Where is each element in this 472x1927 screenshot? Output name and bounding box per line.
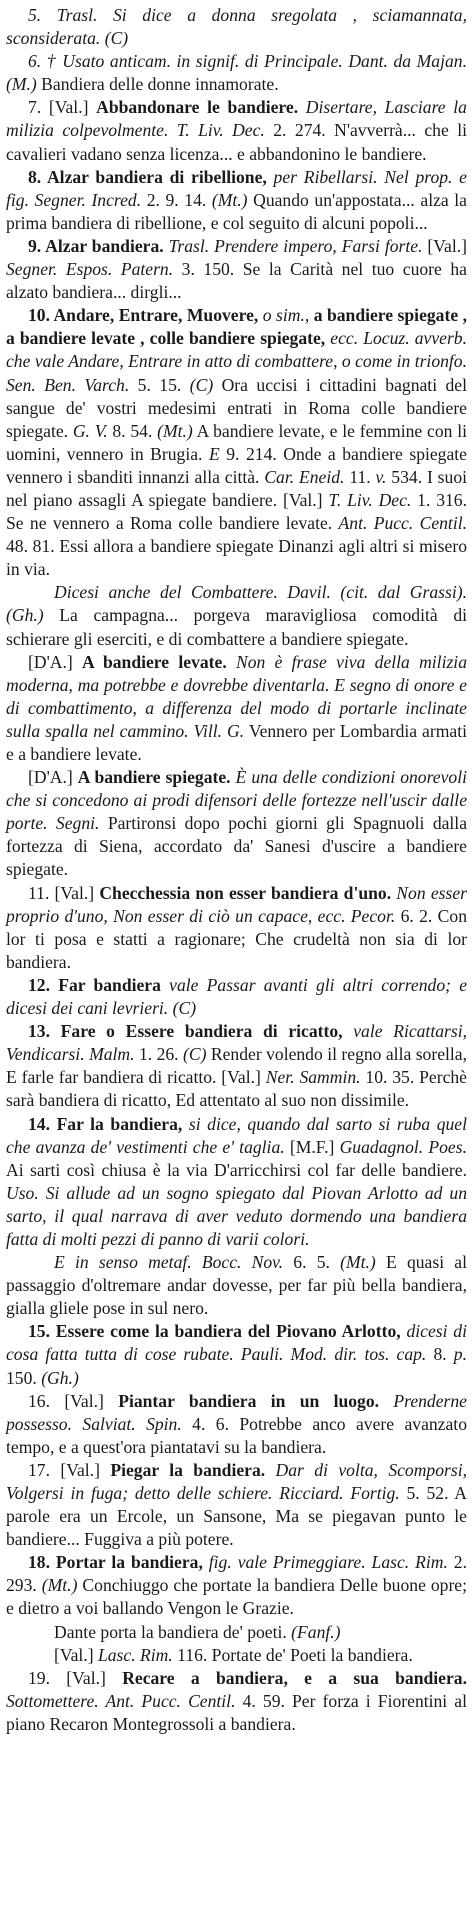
body-text: 116. Portate de' Poeti la bandiera. xyxy=(172,1644,413,1665)
italic-text: Lasc. Rim. xyxy=(97,1644,173,1665)
body-text: 11. xyxy=(344,466,376,487)
dictionary-entry-e15 xyxy=(6,1320,467,1389)
italic-text: Dicesi anche del Combattere. Davil. (cit. dal Grassi). (Gh.) xyxy=(6,582,467,626)
body-text: 16. [Val.] xyxy=(28,1390,119,1411)
italic-text: Ner. Sammin. xyxy=(265,1067,361,1088)
italic-text: per Ribellarsi. Nel prop. e fig. Segner. Incred. xyxy=(6,166,467,210)
dictionary-entry-e5 xyxy=(6,4,467,50)
headword: Piantar bandiera in un luogo. xyxy=(118,1390,380,1411)
italic-text: Prenderne possesso. Salviat. Spin. xyxy=(6,1390,467,1434)
headword: 18. Portar la bandiera, xyxy=(28,1552,203,1573)
body-text: [M.F.] xyxy=(284,1136,340,1157)
body-text: 4. 6. Potrebbe anco avere avanzato tempo, e a quest'ora piantatavi su la bandiera. xyxy=(6,1413,467,1457)
body-text: 6. 5. xyxy=(283,1252,341,1273)
body-text: [Val.] xyxy=(54,1644,98,1665)
dictionary-entry-e18c xyxy=(6,1644,467,1667)
headword: A bandiere levate. xyxy=(81,651,227,672)
italic-text: Non è frase viva della milizia moderna, ma potrebbe e dovrebbe diventarla. E segno di onore e di combattimento, a differenza del modo di portarle inclinate sulla spalla nel cammino. Vill. G. xyxy=(6,651,467,741)
italic-text: Dar di volta, Scomporsi, Volgersi in fuga; detto delle schiere. Ricciard. Fortig. xyxy=(6,1459,467,1503)
italic-text: E xyxy=(208,443,220,464)
italic-text: 6. † Usato anticam. in signif. di Principale. Dant. da Majan. (M.) xyxy=(6,51,467,95)
italic-text: (C) xyxy=(183,1044,207,1065)
body-text: Quando un'appostata... alza la prima bandiera di ribellione, e col seguito di alcuni popoli... xyxy=(6,189,467,233)
italic-text: (Mt.) xyxy=(340,1252,376,1273)
dictionary-entry-e18 xyxy=(6,1551,467,1620)
body-text: 6. 2. Con lor ti posa e statti a ragionare; Che crudeltà non sia di lor bandiera. xyxy=(6,905,467,972)
dictionary-entry-e10c xyxy=(6,651,467,766)
body-text: 2. 9. 14. xyxy=(141,189,212,210)
dictionary-entry-e14b xyxy=(6,1251,467,1320)
italic-text: È una delle condizioni onorevoli che si concedono ai prodi difensori delle fortezze nell'uscir dalle porte. Segni. xyxy=(6,767,467,834)
headword: 13. Fare o Essere bandiera di ricatto, xyxy=(28,1021,343,1042)
body-text: 19. [Val.] xyxy=(28,1667,123,1688)
body-text: 1. 26. xyxy=(134,1044,183,1065)
body-text: 534. I suoi nel piano assagli A spiegate bandiere. [Val.] xyxy=(6,466,468,510)
headword: A bandiere spiegate. xyxy=(77,767,231,788)
dictionary-entry-e13 xyxy=(6,1020,467,1112)
body-text: Ai sarti così chiusa è la via D'arricchirsi col far delle bandiere. xyxy=(6,1159,467,1180)
italic-text: T. Liv. Dec. xyxy=(328,489,412,510)
headword: 15. Essere come la bandiera del Piovano Arlotto, xyxy=(28,1321,401,1342)
headword: Checchessia non esser bandiera d'uno. xyxy=(99,882,392,903)
body-text: 2. 293. xyxy=(6,1552,467,1596)
body-text: [D'A.] xyxy=(28,767,78,788)
body-text: Ora uccisi i cittadini bagnati del sangue de' vostri medesimi entrati in Roma colle bandiere spiegate. xyxy=(6,374,468,441)
italic-text: (Gh.) xyxy=(41,1367,79,1388)
italic-text: Sottomettere. Ant. Pucc. Centil. xyxy=(6,1690,236,1711)
body-text: 2. 274. N'avverrà... che li cavalieri vadano senza licenza... e abbandonino le bandiere. xyxy=(6,120,467,164)
italic-text: E in senso metaf. Bocc. Nov. xyxy=(54,1252,284,1273)
dictionary-entry-e8 xyxy=(6,166,467,235)
italic-text: (Mt.) xyxy=(157,420,193,441)
dictionary-entry-e10d xyxy=(6,766,467,881)
italic-text: (Mt.) xyxy=(41,1575,78,1596)
body-text: 17. [Val.] xyxy=(28,1459,111,1480)
headword: 14. Far la bandiera, xyxy=(28,1113,183,1134)
italic-text: (C) xyxy=(189,374,214,395)
body-text: Render volendo il regno alla sorella, E farle far bandiera di ricatto. [Val.] xyxy=(6,1044,467,1088)
body-text: 8. xyxy=(426,1344,454,1365)
italic-text: Segner. Espos. Patern. xyxy=(6,259,174,280)
body-text: 11. [Val.] xyxy=(28,882,100,903)
headword: 8. Alzar bandiera di ribellione, xyxy=(28,166,267,187)
dictionary-entry-e12 xyxy=(6,974,467,1020)
headword: 12. Far bandiera xyxy=(28,974,161,995)
italic-text: p. xyxy=(453,1344,467,1365)
italic-text: 5. Trasl. Si dice a donna sregolata , sciamannata, sconsiderata. (C) xyxy=(6,5,467,49)
italic-text: Trasl. Prendere impero, Farsi forte. xyxy=(163,235,423,256)
body-text: 9. 214. Onde a bandiere spiegate vennero i sbanditi innanzi alla città. xyxy=(6,443,467,487)
dictionary-entry-e10 xyxy=(6,304,467,581)
italic-text: ecc. Locuz. avverb. che vale Andare, Entrare in atto di combattere, o come in trionfo. Sen. Ben. Varch. xyxy=(6,328,467,395)
body-text: [Val.] xyxy=(422,235,467,256)
body-text: 7. [Val.] xyxy=(28,97,97,118)
italic-text: dicesi di cosa fatta tutta di cose rubate. Pauli. Mod. dir. tos. cap. xyxy=(6,1321,467,1365)
dictionary-entry-e18b xyxy=(6,1621,467,1644)
headword: 9. Alzar bandiera. xyxy=(28,235,164,256)
italic-text: (Mt.) xyxy=(211,189,248,210)
dictionary-entry-e16 xyxy=(6,1390,467,1459)
body-text: Vennero per Lombardia armati e a bandiere levate. xyxy=(6,720,467,764)
italic-text: Uso. Si allude ad un sogno spiegato dal Piovan Arlotto ad un sarto, il qual narrava di aver veduto dormendo una bandiera fatta di molti pezzi di panno di varii colori. xyxy=(6,1182,467,1249)
body-text: 10. 35. Perchè sarà bandiera di ricatto, Ed attentato al suo non dissimile. xyxy=(6,1067,467,1111)
body-text: 8. 54. xyxy=(107,420,158,441)
body-text: 1. 316. Se ne vennero a Roma colle bandiere levate. xyxy=(6,489,467,534)
dictionary-entry-e9 xyxy=(6,235,467,304)
body-text: Conchiuggo che portate la bandiera Delle buone opre; e dietro a voi ballando Vengon le Grazie. xyxy=(6,1575,468,1619)
body-text: A bandiere levate, e le femmine con li uomini, vennero in Brugia. xyxy=(6,420,467,464)
italic-text: fig. vale Primeggiare. Lasc. Rim. xyxy=(202,1552,448,1573)
headword: Abbandonare le bandiere. xyxy=(96,97,299,118)
italic-text: Car. Eneid. xyxy=(264,466,345,487)
headword: a bandiere spiegate , a bandiere levate , colle bandiere spiegate, xyxy=(6,305,467,349)
body-text: Bandiera delle donne innamorate. xyxy=(36,74,279,95)
headword: Piegar la bandiera. xyxy=(110,1459,266,1480)
body-text: La campagna... porgeva maravigliosa comodità di schierare gli eserciti, e di combattere a bandiere spiegate. xyxy=(6,605,467,649)
body-text: 3. 150. Se la Carità nel tuo cuore ha alzato bandiera... dirgli... xyxy=(6,259,467,303)
dictionary-entry-e6 xyxy=(6,50,467,96)
body-text: E quasi al passaggio d'oltremare andar dovesse, per far più bella bandiera, gialla gliele pose in sul nero. xyxy=(6,1252,467,1319)
dictionary-entry-e19 xyxy=(6,1667,467,1736)
italic-text: si dice, quando dal sarto si ruba quel che avanza de' vestimenti che e' taglia. xyxy=(6,1113,467,1157)
italic-text: Ant. Pucc. Centil. xyxy=(338,513,467,534)
headword: 10. Andare, Entrare, Muovere, xyxy=(28,305,259,326)
dictionary-entry-e10b xyxy=(6,581,467,650)
italic-text: v. xyxy=(375,466,387,487)
italic-text: Disertare, Lasciare la milizia colpevolmente. T. Liv. Dec. xyxy=(6,97,467,141)
italic-text: G. V. xyxy=(72,420,108,441)
dictionary-entry-e14 xyxy=(6,1113,467,1252)
dictionary-entry-e11 xyxy=(6,882,467,974)
body-text: 5. 15. xyxy=(129,374,190,395)
italic-text: vale Ricattarsi, Vendicarsi. Malm. xyxy=(6,1021,467,1065)
body-text: 4. 59. Per forza i Fiorentini al piano Recaron Montegrossoli a bandiera. xyxy=(6,1690,468,1734)
body-text: Partironsi dopo pochi giorni gli Spagnuoli dalla fortezza di Siena, accordato da' Sanesi d'uscire a bandiere spiegate. xyxy=(6,813,468,880)
headword: Recare a bandiera, e a sua bandiera. xyxy=(122,1667,467,1688)
italic-text: vale Passar avanti gli altri correndo; e dicesi dei cani levrieri. (C) xyxy=(6,974,468,1019)
italic-text: Non esser proprio d'uno, Non esser di ciò un capace, ecc. Pecor. xyxy=(6,882,467,926)
italic-text: (Fanf.) xyxy=(291,1621,341,1642)
dictionary-entry-e7 xyxy=(6,96,467,165)
italic-text: o sim., xyxy=(258,305,314,326)
italic-text: Guadagnol. Poes. xyxy=(339,1136,467,1157)
dictionary-entry-e17 xyxy=(6,1459,467,1551)
body-text: 5. 52. A parole era un Ercole, un Sansone, Ma se piegavan punto le bandiere... Fuggiva a più potere. xyxy=(6,1483,468,1550)
body-text: 48. 81. Essi allora a bandiere spiegate Dinanzi agli altri si misero in via. xyxy=(6,536,467,580)
body-text: [D'A.] xyxy=(28,651,82,672)
body-text: 150. xyxy=(6,1367,42,1388)
body-text: Dante porta la bandiera de' poeti. xyxy=(54,1621,292,1642)
